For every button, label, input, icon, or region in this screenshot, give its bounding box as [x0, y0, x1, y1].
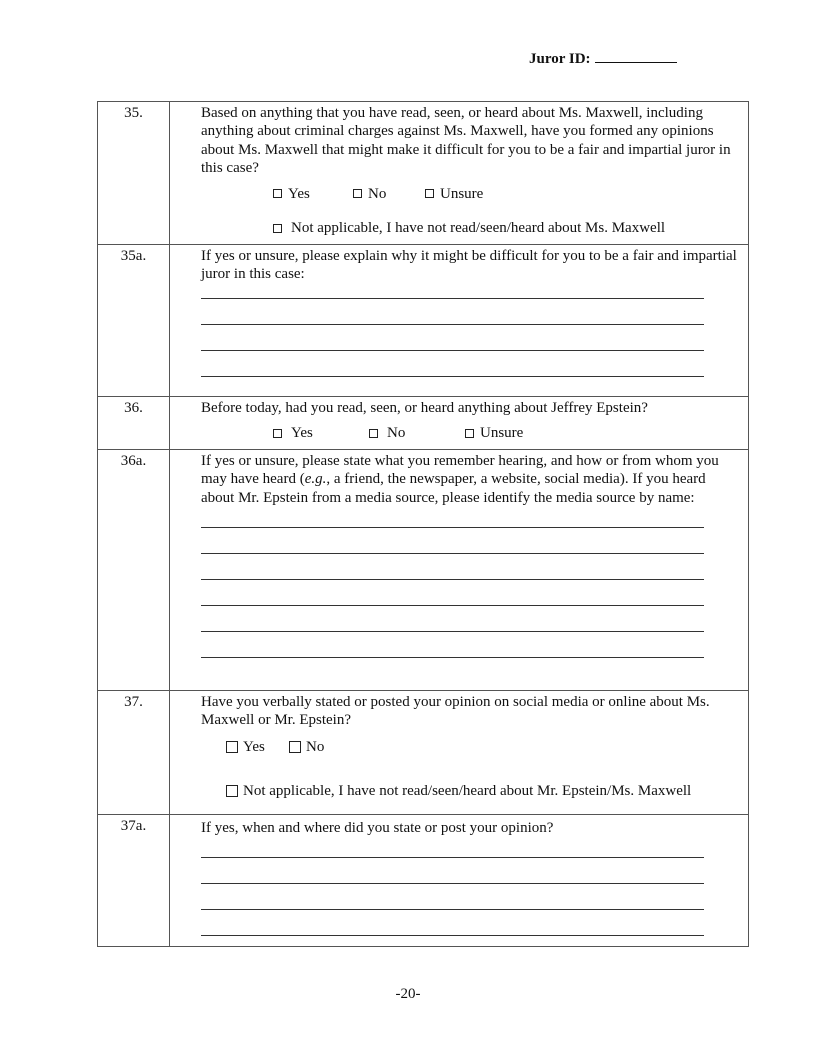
answer-line[interactable] [201, 527, 704, 528]
question-row-37 [98, 691, 749, 815]
question-body-37a [170, 815, 749, 947]
answer-line[interactable] [201, 553, 704, 554]
question-row-36 [98, 397, 749, 450]
question-text-37: Have you verbally stated or posted your opinion on social media or online about Ms. Maxwell or Mr. Epstein? [201, 694, 710, 729]
question-text-37a: If yes, when and where did you state or post your opinion? [201, 820, 554, 836]
checkbox-icon[interactable] [353, 189, 362, 198]
checkbox-icon[interactable] [273, 224, 282, 233]
checkbox-36-yes[interactable]: Yes [273, 424, 369, 442]
checkbox-37-no[interactable]: No [289, 738, 324, 756]
checkbox-icon[interactable] [465, 429, 474, 438]
question-text-35: Based on anything that you have read, seen, or heard about Ms. Maxwell, including anything about criminal charges against Ms. Maxwell, have you formed any opinions about Ms. Maxwell that might make it difficult for you to be a fair and impartial juror in this case? [201, 105, 731, 177]
question-number-37: 37. [98, 691, 170, 815]
checkbox-37-yes[interactable]: Yes [226, 738, 289, 756]
question-text-36a: If yes or unsure, please state what you remember hearing, and how or from whom you may have heard (e.g., a friend, the newspaper, a website, social media). If you heard about Mr. Epstein from a media source, please identify the media source by name: [201, 453, 719, 506]
answer-line[interactable] [201, 657, 704, 658]
answer-line[interactable] [201, 909, 704, 910]
checkbox-36-no[interactable]: No [369, 424, 465, 442]
answer-line[interactable] [201, 883, 704, 884]
question-row-35 [98, 102, 749, 245]
juror-id-label: Juror ID: [529, 51, 591, 67]
question-row-37a [98, 815, 749, 947]
answer-line[interactable] [201, 605, 704, 606]
answer-line[interactable] [201, 631, 704, 632]
questionnaire-table [97, 101, 749, 947]
checkbox-37-na[interactable]: Not applicable, I have not read/seen/heard about Mr. Epstein/Ms. Maxwell [226, 782, 738, 800]
choices-36 [273, 424, 738, 442]
answer-line[interactable] [201, 376, 704, 377]
question-text-35a: If yes or unsure, please explain why it might be difficult for you to be a fair and impartial juror in this case: [201, 248, 737, 283]
checkbox-icon[interactable] [273, 429, 282, 438]
answer-line[interactable] [201, 350, 704, 351]
question-text-36: Before today, had you read, seen, or heard anything about Jeffrey Epstein? [201, 400, 648, 416]
checkbox-icon[interactable] [425, 189, 434, 198]
question-body-36a [170, 450, 749, 691]
question-number-35a: 35a. [98, 245, 170, 397]
checkbox-icon[interactable] [369, 429, 378, 438]
answer-line[interactable] [201, 324, 704, 325]
question-body-37 [170, 691, 749, 815]
checkbox-35-no[interactable]: No [353, 185, 425, 203]
answer-line[interactable] [201, 579, 704, 580]
page-number: -20- [395, 986, 421, 1002]
question-number-36a: 36a. [98, 450, 170, 691]
question-number-36: 36. [98, 397, 170, 450]
juror-id-blank[interactable] [595, 50, 677, 63]
answer-line[interactable] [201, 298, 704, 299]
juror-id-field [529, 50, 677, 68]
answer-line[interactable] [201, 935, 704, 936]
question-row-35a [98, 245, 749, 397]
question-number-37a: 37a. [98, 815, 170, 947]
checkbox-icon[interactable] [226, 785, 238, 797]
checkbox-35-na[interactable]: Not applicable, I have not read/seen/heard about Ms. Maxwell [273, 219, 738, 237]
checkbox-icon[interactable] [273, 189, 282, 198]
checkbox-36-unsure[interactable]: Unsure [465, 424, 523, 442]
checkbox-35-yes[interactable]: Yes [273, 185, 353, 203]
choices-37 [226, 738, 738, 756]
question-body-36 [170, 397, 749, 450]
checkbox-icon[interactable] [226, 741, 238, 753]
question-number-35: 35. [98, 102, 170, 245]
answer-line[interactable] [201, 857, 704, 858]
question-row-36a [98, 450, 749, 691]
choices-35 [273, 185, 738, 203]
checkbox-icon[interactable] [289, 741, 301, 753]
checkbox-35-unsure[interactable]: Unsure [425, 185, 483, 203]
question-body-35 [170, 102, 749, 245]
question-body-35a [170, 245, 749, 397]
